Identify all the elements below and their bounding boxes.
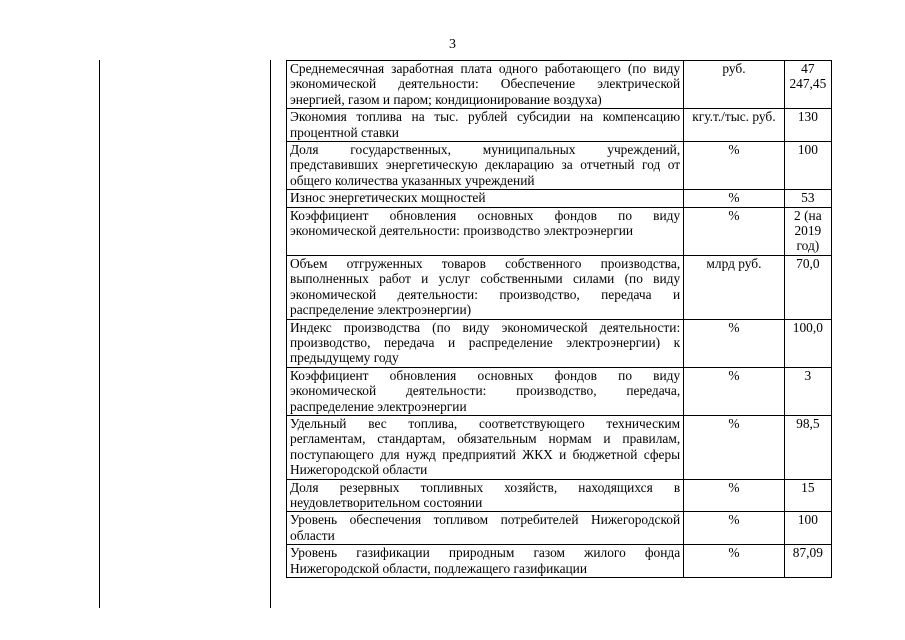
indicator-name-cell: Индекс производства (по виду экономической деятельности: производство, передача и распределение электроэнергии) к предыдущему году [287, 319, 684, 367]
value-cell: 100 [784, 512, 831, 545]
indicator-name-cell: Экономия топлива на тыс. рублей субсидии на компенсацию процентной ставки [287, 109, 684, 142]
table-row [287, 255, 832, 319]
table-row [287, 61, 832, 109]
unit-cell: % [684, 190, 785, 207]
indicators-table [286, 60, 832, 578]
value-cell: 87,09 [784, 545, 831, 578]
indicator-name-cell: Объем отгруженных товаров собственного производства, выполненных работ и услуг собственными силами (по виду экономической деятельности: производство, передача и распределение электроэнергии) [287, 255, 684, 319]
page-number: 3 [449, 37, 456, 52]
middle-vertical-rule [270, 60, 271, 608]
unit-cell: % [684, 545, 785, 578]
unit-cell: % [684, 367, 785, 415]
table-row [287, 479, 832, 512]
left-vertical-rule [99, 60, 100, 608]
value-cell: 2 (на 2019 год) [784, 207, 831, 255]
table-row [287, 190, 832, 207]
value-cell: 15 [784, 479, 831, 512]
table-row [287, 319, 832, 367]
value-cell: 100,0 [784, 319, 831, 367]
unit-cell: млрд руб. [684, 255, 785, 319]
table-row [287, 367, 832, 415]
indicator-name-cell: Уровень обеспечения топливом потребителей Нижегородской области [287, 512, 684, 545]
value-cell: 70,0 [784, 255, 831, 319]
unit-cell: % [684, 207, 785, 255]
unit-cell: % [684, 415, 785, 479]
value-cell: 130 [784, 109, 831, 142]
table-row [287, 207, 832, 255]
indicator-name-cell: Износ энергетических мощностей [287, 190, 684, 207]
unit-cell: % [684, 142, 785, 190]
table-row [287, 415, 832, 479]
indicator-name-cell: Среднемесячная заработная плата одного работающего (по виду экономической деятельности: Обеспечение электрической энергией, газом и паром; кондиционирование воздуха) [287, 61, 684, 109]
unit-cell: кгу.т./тыс. руб. [684, 109, 785, 142]
table-row [287, 109, 832, 142]
unit-cell: % [684, 319, 785, 367]
table-row [287, 142, 832, 190]
indicator-name-cell: Коэффициент обновления основных фондов по виду экономической деятельности: производство, передача, распределение электроэнергии [287, 367, 684, 415]
unit-cell: % [684, 479, 785, 512]
indicator-name-cell: Доля государственных, муниципальных учреждений, представивших энергетическую декларацию за отчетный год от общего количества указанных учреждений [287, 142, 684, 190]
indicator-name-cell: Уровень газификации природным газом жилого фонда Нижегородской области, подлежащего газификации [287, 545, 684, 578]
value-cell: 53 [784, 190, 831, 207]
value-cell: 100 [784, 142, 831, 190]
value-cell: 98,5 [784, 415, 831, 479]
unit-cell: руб. [684, 61, 785, 109]
indicator-name-cell: Удельный вес топлива, соответствующего техническим регламентам, стандартам, обязательным нормам и правилам, поступающего для нужд предприятий ЖКХ и бюджетной сферы Нижегородской области [287, 415, 684, 479]
table-row [287, 545, 832, 578]
value-cell: 3 [784, 367, 831, 415]
indicator-name-cell: Доля резервных топливных хозяйств, находящихся в неудовлетворительном состоянии [287, 479, 684, 512]
value-cell: 47 247,45 [784, 61, 831, 109]
indicator-name-cell: Коэффициент обновления основных фондов по виду экономической деятельности: производство электроэнергии [287, 207, 684, 255]
table-row [287, 512, 832, 545]
unit-cell: % [684, 512, 785, 545]
